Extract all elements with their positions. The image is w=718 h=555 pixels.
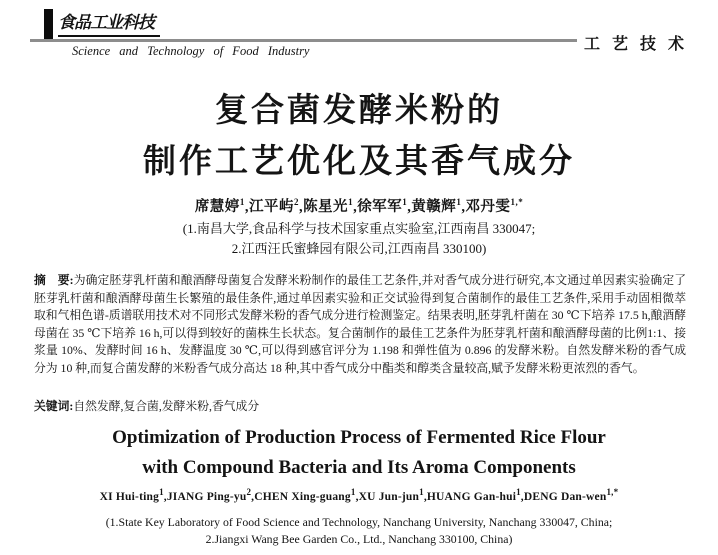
article-title-en-line1: Optimization of Production Process of Fermented Rice Flour [112, 427, 606, 448]
author-name: 黄赣辉$^1$ [411, 197, 462, 215]
article-title-cn-line1: 复合菌发酵米粉的 [215, 93, 503, 129]
author-affiliation-mark: 1 [239, 197, 245, 208]
author-affiliation-mark: 1 [419, 487, 424, 497]
abstract-text: 为确定胚芽乳杆菌和酿酒酵母菌复合发酵米粉制作的最佳工艺条件,并对香气成分进行研究,本文通过单因素实验确定了胚芽乳杆菌和酿酒酵母菌生长繁殖的最佳条件,通过单因素实验和正交试验得到复合菌制作的最佳工艺条件,采用手动固相微萃取和气相色谱-质谱联用技术对不同形式发酵米粉的香气成分进行检测鉴定。结果表明,胚芽乳杆菌在 30 ℃下培养 17.5 h,酿酒酵母菌在 35 ℃下培养 16 h,可以得到较好的菌株生长状态。复合菌制作的最佳工艺条件为胚芽乳杆菌和酿酒酵母菌的比例1:1、接浆量 10%、发酵时间 16 h、发酵温度 30 ℃,可以得到感官评分为 1.198 和弹性值为 0.896 的发酵米粉。自然发酵米粉的香气成分为 10 种,而复合菌发酵的米粉香气成分高达 18 种,其中香气成分中酯类和醇类含量较高,赋予发酵米粉更浓烈的香气。 [34, 273, 686, 375]
author-affiliation-mark: 1 [402, 197, 408, 208]
author-name: CHEN Xing-guang$^1$ [254, 487, 356, 503]
author-affiliation-mark: 2 [246, 487, 252, 497]
header-rule [30, 39, 577, 42]
affiliation-cn-1: (1.南昌大学,食品科学与技术国家重点实验室,江西南昌 330047; [182, 221, 536, 236]
author-affiliation-mark: 1 [348, 197, 354, 208]
authors-cn: 席慧婷$^1$,江平屿$^2$,陈星光$^1$,徐军军$^1$,黄赣辉$^1$,邓丹雯$^{1,*}$ [194, 197, 524, 215]
author-name: 席慧婷$^1$ [194, 197, 245, 215]
article-title-en-line2: with Compound Bacteria and Its Aroma Components [142, 457, 576, 478]
author-affiliation-mark: 1 [159, 487, 164, 497]
author-name: XI Hui-ting$^1$ [99, 487, 164, 503]
author-name: 江平屿$^2$ [248, 197, 299, 215]
keywords [34, 397, 686, 414]
keywords-label: 关键词: [34, 399, 74, 413]
author-affiliation-mark: 1 [350, 487, 356, 497]
author-affiliation-mark: 2 [293, 197, 299, 208]
article-title-cn-line2: 制作工艺优化及其香气成分 [143, 144, 575, 180]
author-name: 邓丹雯$^{1,*}$ [465, 197, 524, 215]
journal-logo-bar [44, 9, 53, 39]
authors-en: XI Hui-ting$^1$,JIANG Ping-$yu^2,CHEN$ Xing-guang$^1$,XU Jun-jun$^1$,HUANG Gan-hui$^1$,DENG Dan-wen$^{1,*}$ [99, 487, 619, 503]
author-affiliation-mark: 1,* [510, 197, 524, 208]
abstract [34, 272, 686, 395]
author-name: 徐军军$^1$ [357, 197, 408, 215]
author-name: XU Jun-jun$^1$ [358, 487, 424, 503]
author-affiliation-mark: 1 [516, 487, 521, 497]
abstract-label: 摘 要: [34, 273, 74, 287]
author-name: JIANG Ping-$yu^2$ [166, 487, 252, 503]
affiliation-en-2: 2.Jiangxi Wang Bee Garden Co., Ltd., Nanchang 330100, China) [205, 532, 513, 546]
author-name: 陈星光$^1$ [303, 197, 354, 215]
affiliations-cn [0, 219, 718, 259]
journal-logo-cn: 食品工业科技 [58, 8, 160, 37]
journal-name-en: Science and Technology of Food Industry [72, 44, 310, 58]
author-name: DENG Dan-wen$^{1,*}$ [523, 487, 619, 503]
article-title-cn [0, 86, 718, 188]
keywords-text: 自然发酵,复合菌,发酵米粉,香气成分 [73, 399, 260, 413]
affiliations-en [0, 514, 718, 548]
author-affiliation-mark: 1 [456, 197, 462, 208]
section-label: 工艺技术 [584, 34, 697, 53]
affiliation-en-1: (1.State Key Laboratory of Food Science and Technology, Nanchang University, Nanchang 330047, China; [105, 515, 613, 529]
author-affiliation-mark: 1,* [606, 487, 619, 497]
author-name: HUANG Gan-hui$^1$ [426, 487, 521, 503]
affiliation-cn-2: 2.江西汪氏蜜蜂园有限公司,江西南昌 330100) [231, 241, 487, 256]
article-title-en [0, 423, 718, 483]
